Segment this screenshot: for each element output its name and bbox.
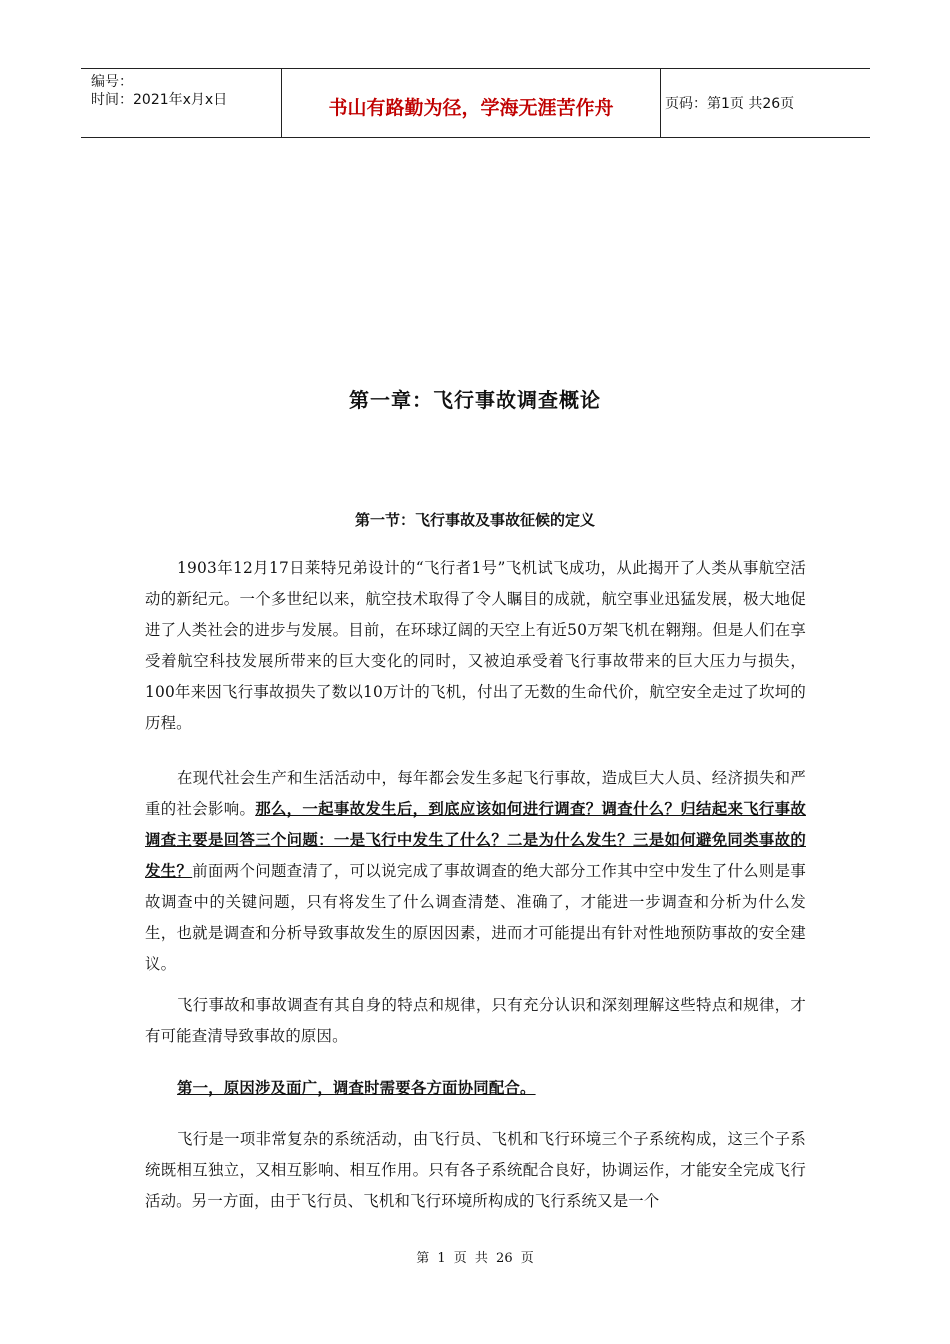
number-label: 编号： xyxy=(91,74,133,90)
paragraph-2-start: 在现代社会生产和生活活动中，每年都会发生多起飞行事故，造成巨大人员、经济损失和严重的社会影响。 xyxy=(145,769,806,818)
page-label: 页码：第1页 共26页 xyxy=(665,96,795,112)
paragraph-2 xyxy=(145,763,806,980)
header-motto-cell xyxy=(281,69,661,137)
document-header xyxy=(81,68,870,138)
header-left-cell xyxy=(81,69,281,137)
paragraph-2-end: 前面两个问题查清了，可以说完成了事故调查的绝大部分工作其中空中发生了什么则是事故调查中的关键问题，只有将发生了什么调查清楚、准确了，才能进一步调查和分析为什么发生，也就是调查和分析导致事故发生的原因因素，进而才可能提出有针对性地预防事故的安全建议。 xyxy=(145,862,806,973)
paragraph-3: 飞行事故和事故调查有其自身的特点和规律，只有充分认识和深刻理解这些特点和规律，才有可能查清导致事故的原因。 xyxy=(145,996,806,1045)
header-right-cell xyxy=(660,69,870,137)
chapter-title: 第一章：飞行事故调查概论 xyxy=(349,388,601,412)
paragraph-2-highlight: 那么，一起事故发生后，到底应该如何进行调查？调查什么？归结起来飞行事故调查主要是回答三个问题：一是飞行中发生了什么？二是为什么发生？三是如何避免同类事故的发生？ xyxy=(145,800,806,880)
section-title: 第一节：飞行事故及事故征候的定义 xyxy=(354,511,595,529)
point-one-heading: 第一，原因涉及面广，调查时需要各方面协同配合。 xyxy=(177,1079,536,1097)
motto: 书山有路勤为径，学海无涯苦作舟 xyxy=(328,97,614,119)
paragraph-1: 1903年12月17日莱特兄弟设计的“飞行者1号”飞机试飞成功，从此揭开了人类从事航空活动的新纪元。一个多世纪以来，航空技术取得了令人瞩目的成就，航空事业迅猛发展，极大地促进了人类社会的进步与发展。目前，在环球辽阔的天空上有近50万架飞机在翱翔。但是人们在享受着航空科技发展所带来的巨大变化的同时，又被迫承受着飞行事故带来的巨大压力与损失，100年来因飞行事故损失了数以10万计的飞机，付出了无数的生命代价，航空安全走过了坎坷的历程。 xyxy=(145,559,806,732)
paragraph-5: 飞行是一项非常复杂的系统活动，由飞行员、飞机和飞行环境三个子系统构成，这三个子系统既相互独立，又相互影响、相互作用。只有各子系统配合良好，协调运作，才能安全完成飞行活动。另一方面，由于飞行员、飞机和飞行环境所构成的飞行系统又是一个 xyxy=(145,1130,806,1210)
time-label: 时间：2021年x月x日 xyxy=(91,92,228,108)
page-footer: 第 1 页 共 26 页 xyxy=(416,1251,534,1266)
paragraph-4-heading xyxy=(145,1073,806,1104)
